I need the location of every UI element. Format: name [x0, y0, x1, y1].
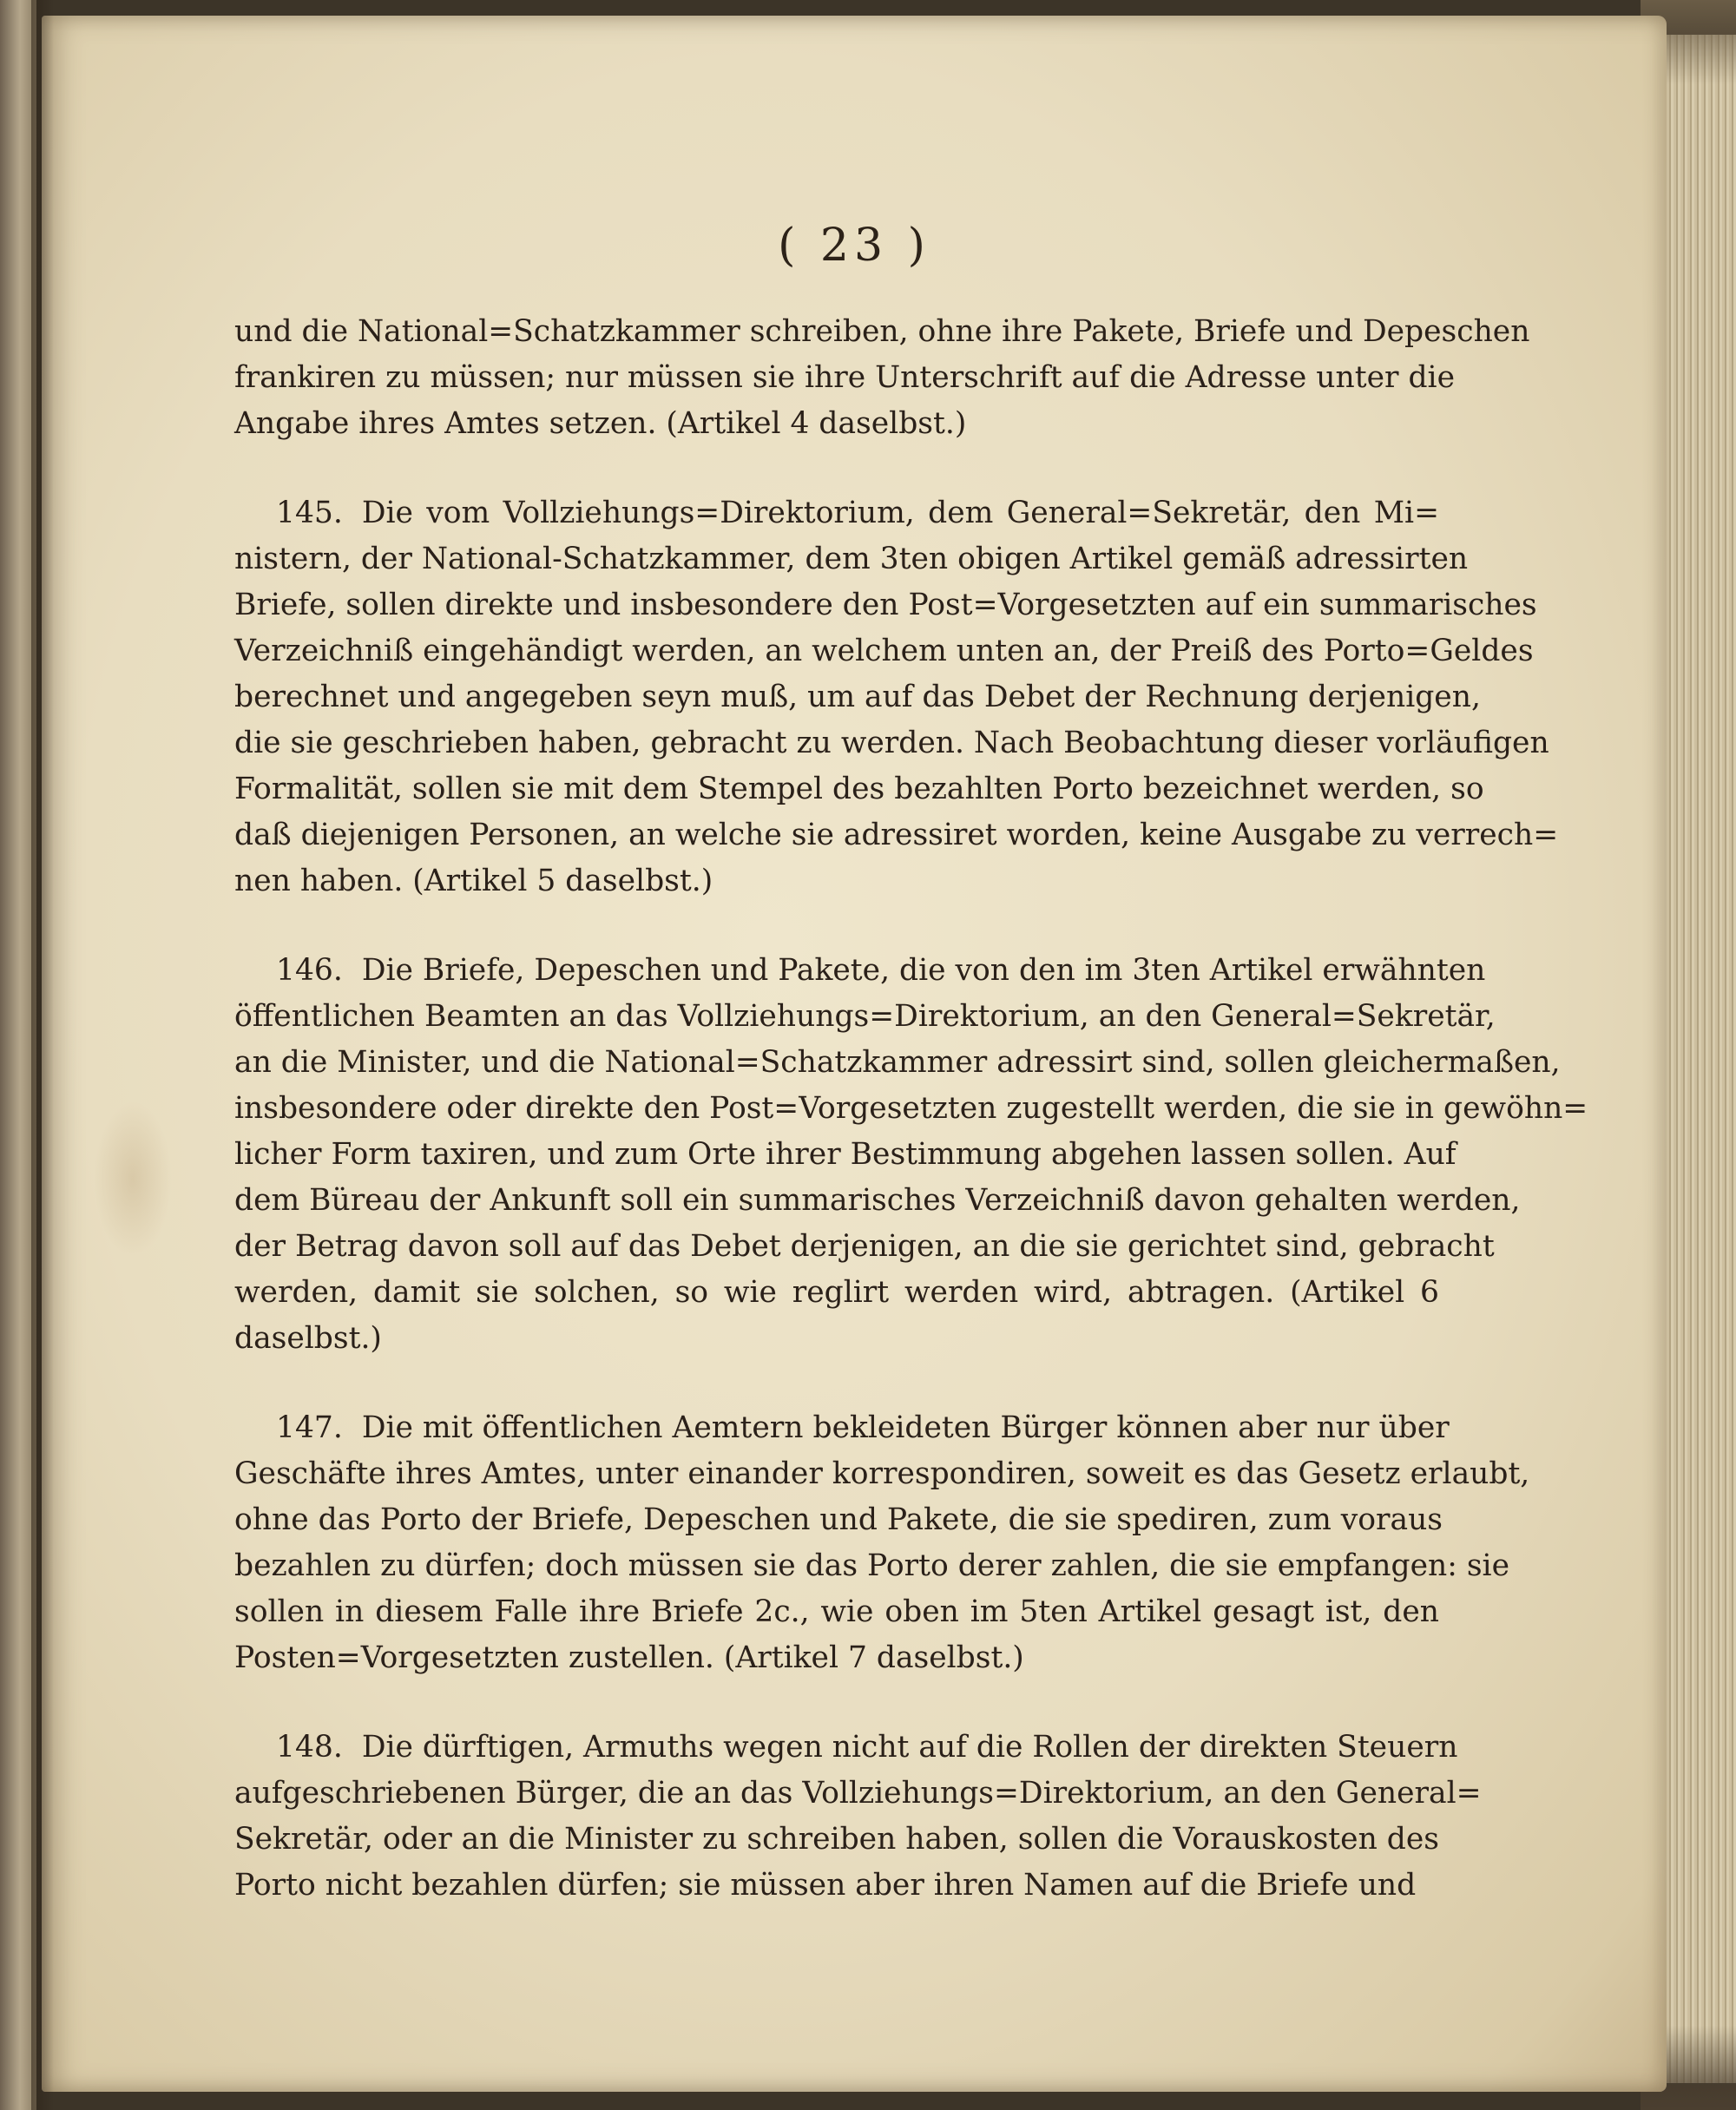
line-text: daselbst.) [234, 1321, 382, 1356]
text-line [234, 1451, 1530, 1497]
text-line [234, 536, 1469, 582]
text-line [234, 1270, 1439, 1316]
line-text: und die National=Schatzkammer schreiben, ohne ihre Pakete, Briefe und Depeschen [234, 314, 1530, 349]
paragraph-number: 148. [276, 1730, 343, 1765]
line-text: die sie geschrieben haben, gebracht zu werden. Nach Beobachtung dieser vorläufigen [234, 726, 1549, 760]
line-text: werden, damit sie solchen, so wie reglirt werden wird, abtragen. (Artikel 6 [234, 1275, 1439, 1310]
line-text: licher Form taxiren, und zum Orte ihrer Bestimmung abgehen lassen sollen. Auf [234, 1137, 1457, 1172]
text-line [234, 490, 1439, 536]
paragraph [234, 1405, 1530, 1681]
page-number: ( 23 ) [778, 220, 930, 272]
text-line [234, 720, 1549, 766]
text-line [234, 355, 1455, 401]
paper-stain [94, 1101, 172, 1257]
text-line [234, 766, 1484, 812]
text-line [234, 1224, 1495, 1270]
paragraph-number: 147. [276, 1410, 343, 1445]
line-text: der Betrag davon soll auf das Debet derjenigen, an die sie gerichtet sind, gebracht [234, 1229, 1495, 1264]
text-line [234, 1725, 1458, 1771]
text-line [234, 1543, 1509, 1589]
line-text: Die mit öffentlichen Aemtern bekleideten Bürger können aber nur über [361, 1410, 1450, 1445]
line-text: Angabe ihres Amtes setzen. (Artikel 4 daselbst.) [234, 406, 967, 441]
line-text: Verzeichniß eingehändigt werden, an welchem unten an, der Preiß des Porto=Geldes [234, 634, 1534, 668]
line-text: Die dürftigen, Armuths wegen nicht auf die Rollen der direkten Steuern [361, 1730, 1458, 1765]
text-line [234, 1635, 1439, 1681]
line-text: nen haben. (Artikel 5 daselbst.) [234, 864, 713, 898]
book-page [42, 16, 1667, 2092]
text-line [234, 1040, 1561, 1086]
text-line [234, 1497, 1443, 1543]
line-text: aufgeschriebenen Bürger, die an das Vollziehungs=Direktorium, an den General= [234, 1776, 1482, 1811]
line-text: Formalität, sollen sie mit dem Stempel des bezahlten Porto bezeichnet werden, so [234, 772, 1484, 806]
line-text: Geschäfte ihres Amtes, unter einander korrespondiren, soweit es das Gesetz erlaubt, [234, 1456, 1530, 1491]
text-line [234, 1316, 1439, 1362]
text-line [234, 1863, 1439, 1909]
paragraph [234, 948, 1588, 1362]
text-line [234, 401, 1439, 447]
line-text: daß diejenigen Personen, an welche sie adressiret worden, keine Ausgabe zu verrech= [234, 818, 1559, 852]
line-text: Die vom Vollziehungs=Direktorium, dem General=Sekretär, den Mi= [361, 496, 1439, 530]
text-line [234, 1132, 1457, 1178]
text-line [234, 674, 1481, 720]
line-text: Briefe, sollen direkte und insbesondere den Post=Vorgesetzten auf ein summarisches [234, 588, 1537, 622]
text-line [234, 812, 1559, 858]
line-text: frankiren zu müssen; nur müssen sie ihre Unterschrift auf die Adresse unter die [234, 360, 1455, 395]
text-line [234, 994, 1496, 1040]
line-text: bezahlen zu dürfen; doch müssen sie das Porto derer zahlen, die sie empfangen: sie [234, 1548, 1509, 1583]
line-text: nistern, der National-Schatzkammer, dem 3ten obigen Artikel gemäß adressirten [234, 542, 1469, 576]
line-text: insbesondere oder direkte den Post=Vorgesetzten zugestellt werden, die sie in gewöhn= [234, 1091, 1588, 1126]
body-text [234, 309, 1588, 1952]
text-line [234, 1178, 1521, 1224]
text-line [234, 1405, 1450, 1451]
line-text: Sekretär, oder an die Minister zu schreiben haben, sollen die Vorauskosten des [234, 1822, 1439, 1857]
line-text: berechnet und angegeben seyn muß, um auf das Debet der Rechnung derjenigen, [234, 680, 1481, 714]
line-text: Posten=Vorgesetzten zustellen. (Artikel 7 daselbst.) [234, 1640, 1024, 1675]
text-line [234, 948, 1486, 994]
text-line [234, 309, 1530, 355]
text-line [234, 1817, 1439, 1863]
paragraph-number: 146. [276, 953, 343, 988]
paragraph [234, 490, 1559, 904]
text-line [234, 628, 1534, 674]
line-text: an die Minister, und die National=Schatzkammer adressirt sind, sollen gleichermaßen, [234, 1045, 1561, 1080]
paragraph [234, 309, 1530, 447]
paragraph-number: 145. [276, 496, 343, 530]
binding-gutter [31, 0, 54, 2110]
line-text: sollen in diesem Falle ihre Briefe 2c., wie oben im 5ten Artikel gesagt ist, den [234, 1594, 1439, 1629]
line-text: Porto nicht bezahlen dürfen; sie müssen aber ihren Namen auf die Briefe und [234, 1868, 1417, 1903]
line-text: öffentlichen Beamten an das Vollziehungs=Direktorium, an den General=Sekretär, [234, 999, 1496, 1034]
line-text: dem Büreau der Ankunft soll ein summarisches Verzeichniß davon gehalten werden, [234, 1183, 1521, 1218]
text-line [234, 1086, 1588, 1132]
text-line [234, 582, 1537, 628]
text-line [234, 1771, 1482, 1817]
paragraph [234, 1725, 1482, 1909]
text-line [234, 1589, 1439, 1635]
text-line [234, 858, 1439, 904]
line-text: Die Briefe, Depeschen und Pakete, die von den im 3ten Artikel erwähnten [361, 953, 1486, 988]
line-text: ohne das Porto der Briefe, Depeschen und Pakete, die sie spediren, zum voraus [234, 1502, 1443, 1537]
